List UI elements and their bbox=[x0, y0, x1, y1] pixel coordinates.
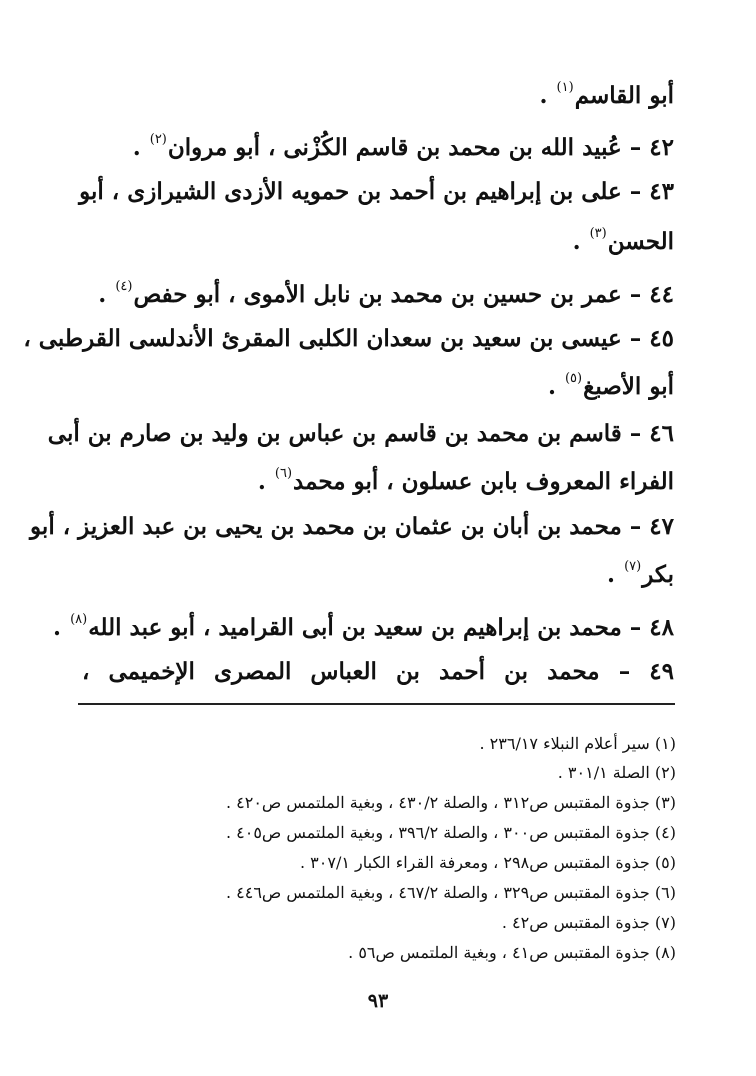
footnote-5: (٥) جذوة المقتبس ص٢٩٨ ، ومعرفة القراء الكبار ٣٠٧/١ . bbox=[300, 853, 676, 872]
entry-48: ٤٨ – محمد بن إبراهيم بن سعيد بن أبى القراميد ، أبو عبد الله$^{(٨)}$ . bbox=[53, 612, 674, 641]
footnote-ref-4: (٤) bbox=[115, 279, 133, 294]
entry-43-line-1: ٤٣ – على بن إبراهيم بن أحمد بن حمويه الأزدى الشيرازى ، أبو bbox=[79, 178, 674, 205]
entry-46-line-2: الفراء المعروف بابن عسلون ، أبو محمد$^{(٦)}$ . bbox=[257, 466, 674, 495]
footnote-7: (٧) جذوة المقتبس ص٤٢ . bbox=[501, 913, 676, 932]
entry-45-line-2: أبو الأصبغ$^{(٥)}$ . bbox=[547, 371, 674, 400]
footnote-separator bbox=[78, 703, 675, 705]
footnote-4: (٤) جذوة المقتبس ص٣٠٠ ، والصلة ٣٩٦/٢ ، وبغية الملتمس ص٤٠٥ . bbox=[225, 823, 676, 842]
entry-47-line-2: بكر$^{(٧)}$ . bbox=[607, 559, 674, 588]
footnote-ref-6: (٦) bbox=[274, 466, 293, 481]
entry-46-line-1: ٤٦ – قاسم بن محمد بن قاسم بن عباس بن وليد بن صارم بن أبى bbox=[47, 420, 674, 447]
entry-49: ٤٩ – محمد بن أحمد بن العباس المصرى الإخميمى ، bbox=[82, 658, 674, 685]
footnote-8: (٨) جذوة المقتبس ص٤١ ، وبغية الملتمس ص٥٦ . bbox=[348, 943, 676, 962]
footnote-ref-7: (٧) bbox=[624, 559, 642, 574]
footnote-ref-3: (٣) bbox=[589, 226, 607, 241]
footnote-3: (٣) جذوة المقتبس ص٣١٢ ، والصلة ٤٣٠/٢ ، وبغية الملتمس ص٤٢٠ . bbox=[225, 793, 676, 812]
entry-44: ٤٤ – عمر بن حسين بن محمد بن نابل الأموى ، أبو حفص$^{(٤)}$ . bbox=[98, 279, 674, 308]
footnote-ref-2: (٢) bbox=[149, 132, 167, 147]
page-number: ٩٣ bbox=[367, 990, 389, 1012]
footnote-6: (٦) جذوة المقتبس ص٣٢٩ ، والصلة ٤٦٧/٢ ، وبغية الملتمس ص٤٤٦ . bbox=[225, 883, 676, 902]
footnote-ref-5: (٥) bbox=[564, 371, 583, 386]
footnote-2: (٢) الصلة ٣٠١/١ . bbox=[557, 763, 676, 782]
footnote-1: (١) سير أعلام النبلاء ٢٣٦/١٧ . bbox=[479, 734, 676, 753]
entry-45-line-1: ٤٥ – عيسى بن سعيد بن سعدان الكلبى المقرئ الأندلسى القرطبى ، bbox=[23, 325, 674, 352]
entry-47-line-1: ٤٧ – محمد بن أبان بن عثمان بن محمد بن يحيى بن عبد العزيز ، أبو bbox=[30, 513, 674, 540]
footnote-ref-1: (١) bbox=[556, 80, 574, 95]
entry-43-line-2: الحسن$^{(٣)}$ . bbox=[572, 226, 674, 255]
footnote-ref-8: (٨) bbox=[70, 612, 88, 627]
entry-42: ٤٢ – عُبيد الله بن محمد بن قاسم الكُزْنى ، أبو مروان$^{(٢)}$ . bbox=[132, 132, 674, 161]
entry-41-continuation: أبو القاسم$^{(١)}$ . bbox=[539, 80, 674, 109]
